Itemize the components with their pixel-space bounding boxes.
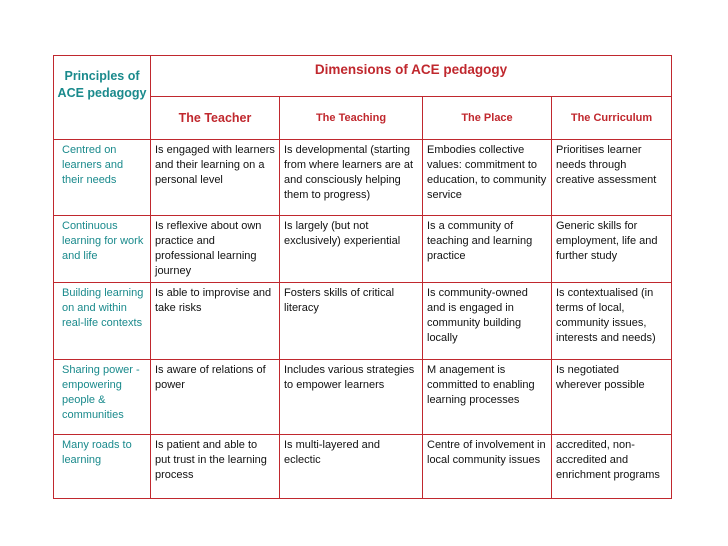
column-header-place: The Place	[423, 97, 552, 140]
teaching-cell: Includes various strategies to empower learners	[280, 360, 423, 435]
principle-cell: Centred on learners and their needs	[54, 140, 151, 216]
principles-header: Principles of ACE pedagogy	[54, 56, 151, 140]
teaching-cell: Is multi-layered and eclectic	[280, 435, 423, 499]
curriculum-cell: Prioritises learner needs through creative assessment	[552, 140, 672, 216]
table-row	[54, 360, 672, 435]
place-cell: M anagement is committed to enabling learning processes	[423, 360, 552, 435]
teacher-cell: Is reflexive about own practice and professional learning journey	[151, 216, 280, 283]
teaching-cell: Is developmental (starting from where learners are at and consciously helping them to progress)	[280, 140, 423, 216]
curriculum-cell: Is negotiated wherever possible	[552, 360, 672, 435]
curriculum-cell: Is contextualised (in terms of local, community issues, interests and needs)	[552, 283, 672, 360]
teacher-cell: Is patient and able to put trust in the learning process	[151, 435, 280, 499]
teaching-cell: Is largely (but not exclusively) experiential	[280, 216, 423, 283]
column-header-curriculum: The Curriculum	[552, 97, 672, 140]
ace-pedagogy-table	[53, 55, 672, 499]
header-row-top	[54, 56, 672, 97]
place-cell: Embodies collective values: commitment to education, to community service	[423, 140, 552, 216]
place-cell: Is community-owned and is engaged in community building locally	[423, 283, 552, 360]
table-row	[54, 435, 672, 499]
principle-cell: Building learning on and within real-life contexts	[54, 283, 151, 360]
place-cell: Centre of involvement in local community issues	[423, 435, 552, 499]
column-header-teaching: The Teaching	[280, 97, 423, 140]
teaching-cell: Fosters skills of critical literacy	[280, 283, 423, 360]
column-header-teacher: The Teacher	[151, 97, 280, 140]
curriculum-cell: accredited, non-accredited and enrichment programs	[552, 435, 672, 499]
principle-cell: Continuous learning for work and life	[54, 216, 151, 283]
dimensions-header: Dimensions of ACE pedagogy	[151, 56, 672, 97]
table-row	[54, 140, 672, 216]
teacher-cell: Is aware of relations of power	[151, 360, 280, 435]
principle-cell: Sharing power - empowering people & communities	[54, 360, 151, 435]
place-cell: Is a community of teaching and learning practice	[423, 216, 552, 283]
table-row	[54, 216, 672, 283]
curriculum-cell: Generic skills for employment, life and further study	[552, 216, 672, 283]
principle-cell: Many roads to learning	[54, 435, 151, 499]
teacher-cell: Is engaged with learners and their learning on a personal level	[151, 140, 280, 216]
table-row	[54, 283, 672, 360]
teacher-cell: Is able to improvise and take risks	[151, 283, 280, 360]
